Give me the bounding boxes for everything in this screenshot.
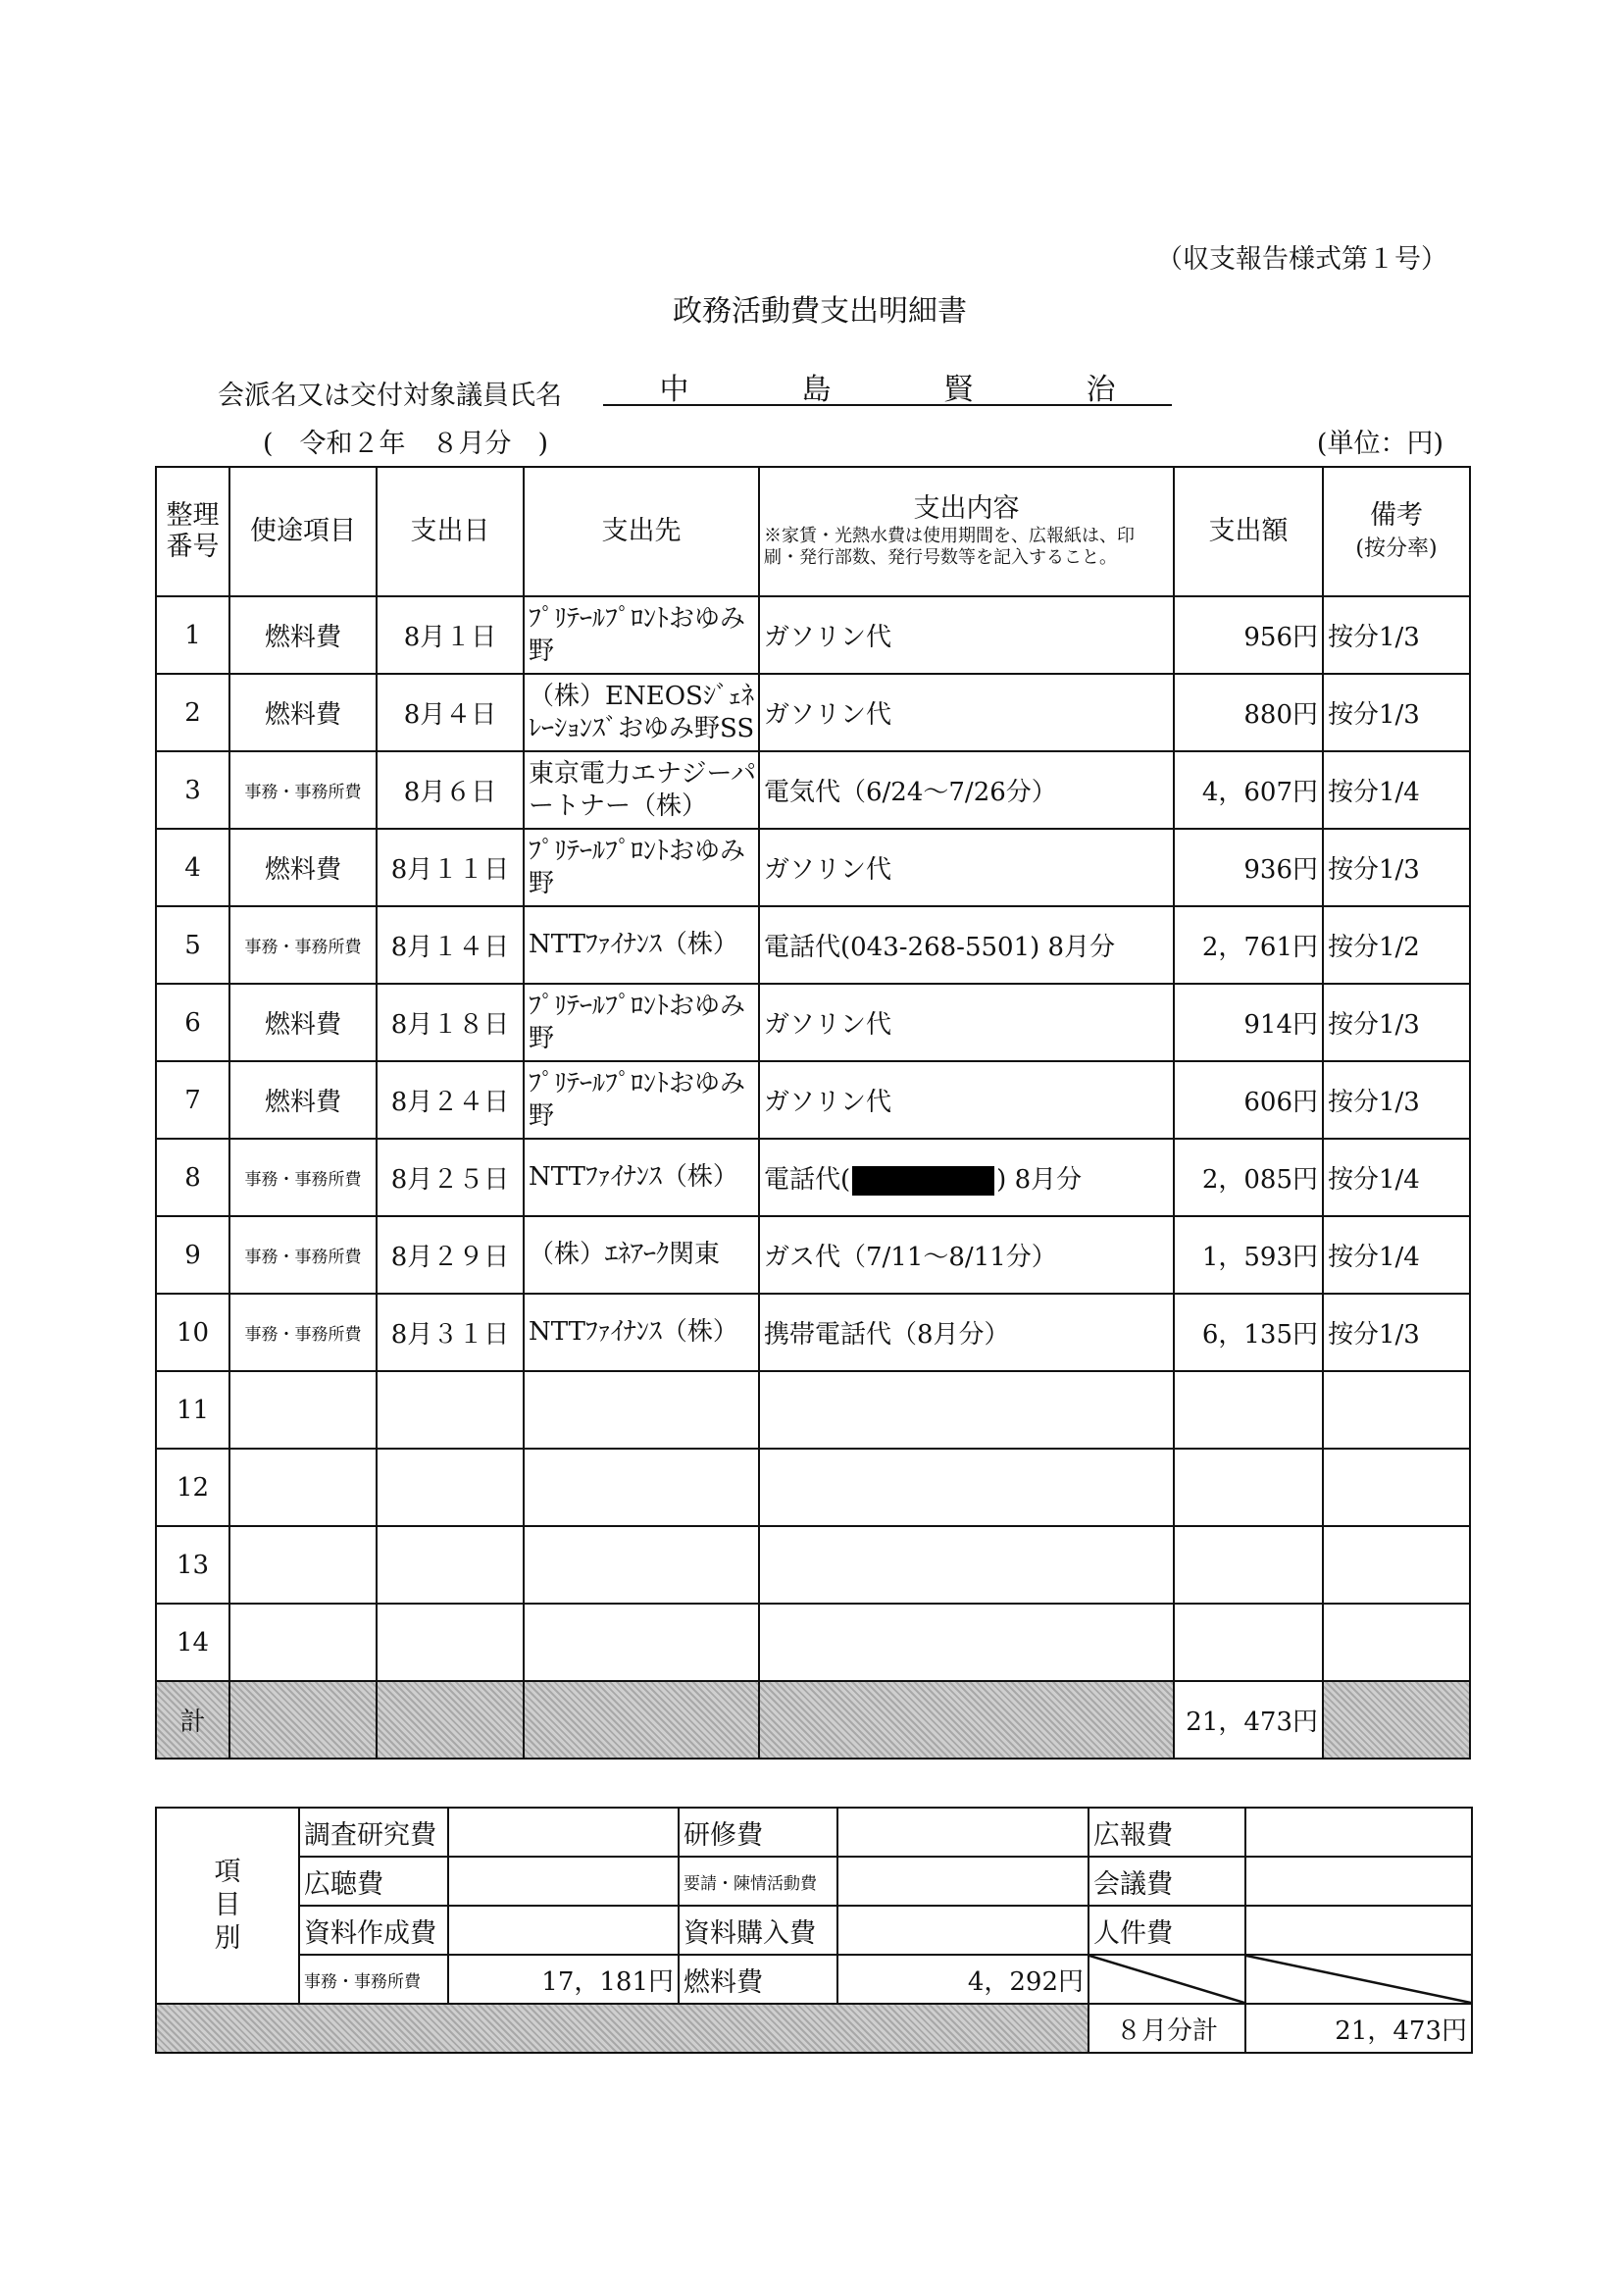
expense-table (155, 466, 1471, 1760)
shaded-area (156, 2004, 1088, 2053)
row-number: 11 (156, 1371, 229, 1449)
table-row (156, 751, 1470, 829)
row-date: 8月２９日 (377, 1216, 524, 1294)
period: ( 令和２年 ８月分 ) (263, 429, 549, 459)
row-content: ガソリン代 (759, 1061, 1174, 1139)
cat-koho: 広報費 (1088, 1808, 1245, 1857)
row-payee: 東京電力エナジーパートナー（株） (524, 751, 759, 829)
row-date (377, 1604, 524, 1681)
row-purpose (229, 1526, 377, 1604)
category-side-label: 項 目 別 (156, 1808, 299, 2004)
row-content: ガソリン代 (759, 674, 1174, 751)
row-remarks (1323, 1604, 1470, 1681)
row-payee: （株）ENEOSｼﾞｪﾈﾚｰｼｮﾝｽﾞおゆみ野SS (524, 674, 759, 751)
row-content (759, 1604, 1174, 1681)
row-content (759, 1371, 1174, 1449)
row-remarks: 按分1/4 (1323, 751, 1470, 829)
cat-chosa-amount (448, 1808, 679, 1857)
form-number: （収支報告様式第１号） (1156, 244, 1447, 275)
row-date: 8月１日 (377, 596, 524, 674)
row-number: 10 (156, 1294, 229, 1371)
cat-shiryo-konyu-amount (837, 1906, 1088, 1955)
row-remarks: 按分1/3 (1323, 829, 1470, 906)
row-purpose: 燃料費 (229, 674, 377, 751)
header-payee: 支出先 (524, 467, 759, 596)
cat-kenshu: 研修費 (679, 1808, 837, 1857)
row-date: 8月２５日 (377, 1139, 524, 1216)
row-amount (1174, 1604, 1323, 1681)
table-row (156, 1061, 1470, 1139)
member-label: 会派名又は交付対象議員氏名 (218, 381, 562, 411)
row-content (759, 1449, 1174, 1526)
cat-jinken: 人件費 (1088, 1906, 1245, 1955)
row-remarks (1323, 1449, 1470, 1526)
row-payee: NTTﾌｧｲﾅﾝｽ（株） (524, 1139, 759, 1216)
row-number: 3 (156, 751, 229, 829)
header-purpose: 使途項目 (229, 467, 377, 596)
row-purpose (229, 1604, 377, 1681)
row-number: 13 (156, 1526, 229, 1604)
row-remarks: 按分1/4 (1323, 1216, 1470, 1294)
member-name-char: 治 (1086, 373, 1116, 407)
member-name (603, 365, 1172, 406)
table-row (156, 1604, 1470, 1681)
row-number: 12 (156, 1449, 229, 1526)
table-row (156, 906, 1470, 984)
row-date: 8月３１日 (377, 1294, 524, 1371)
cat-nenryo-amount: 4，292円 (837, 1955, 1088, 2004)
row-purpose: 事務・事務所費 (229, 751, 377, 829)
total-amount: 21，473円 (1174, 1681, 1323, 1759)
row-amount: 914円 (1174, 984, 1323, 1061)
cat-shiryo-sakusei-amount (448, 1906, 679, 1955)
row-content-suffix: ) 8月分 (996, 1165, 1083, 1195)
row-amount (1174, 1449, 1323, 1526)
header-date: 支出日 (377, 467, 524, 596)
row-amount: 2，085円 (1174, 1139, 1323, 1216)
row-content: ガソリン代 (759, 984, 1174, 1061)
row-content: ガソリン代 (759, 829, 1174, 906)
row-date (377, 1526, 524, 1604)
row-payee: ﾌﾟﾘﾃｰﾙﾌﾟﾛﾝﾄおゆみ野 (524, 829, 759, 906)
header-remarks: 備考 (按分率) (1323, 467, 1470, 596)
table-row (156, 1139, 1470, 1216)
row-number: 7 (156, 1061, 229, 1139)
row-purpose: 事務・事務所費 (229, 1294, 377, 1371)
diagonal-cell (1245, 1955, 1472, 2004)
row-purpose: 事務・事務所費 (229, 1216, 377, 1294)
table-row (156, 1449, 1470, 1526)
member-name-char: 島 (801, 373, 832, 407)
row-payee (524, 1371, 759, 1449)
row-date (377, 1371, 524, 1449)
row-date: 8月６日 (377, 751, 524, 829)
row-amount: 880円 (1174, 674, 1323, 751)
row-amount: 4，607円 (1174, 751, 1323, 829)
row-date: 8月２４日 (377, 1061, 524, 1139)
row-amount: 2，761円 (1174, 906, 1323, 984)
row-payee (524, 1449, 759, 1526)
cat-kenshu-amount (837, 1808, 1088, 1857)
table-row (156, 1526, 1470, 1604)
row-content-text: 電話代( (764, 1165, 851, 1195)
row-remarks: 按分1/3 (1323, 674, 1470, 751)
row-remarks: 按分1/3 (1323, 1294, 1470, 1371)
row-content: 電話代(043-268-5501) 8月分 (759, 906, 1174, 984)
row-date: 8月４日 (377, 674, 524, 751)
month-total-amount: 21，473円 (1245, 2004, 1472, 2053)
cat-kaigi-amount (1245, 1857, 1472, 1906)
table-row (156, 1216, 1470, 1294)
header-content: 支出内容 ※家賃・光熱水費は使用期間を、広報紙は、印刷・発行部数、発行号数等を記入すること。 (759, 467, 1174, 596)
member-name-char: 賢 (943, 373, 974, 407)
row-purpose: 事務・事務所費 (229, 906, 377, 984)
row-remarks: 按分1/4 (1323, 1139, 1470, 1216)
row-payee (524, 1526, 759, 1604)
row-number: 6 (156, 984, 229, 1061)
document-title: 政務活動費支出明細書 (673, 294, 967, 329)
cat-nenryo: 燃料費 (679, 1955, 837, 2004)
category-table (155, 1807, 1473, 2054)
row-payee: （株）ｴﾈｱｰｸ関東 (524, 1216, 759, 1294)
row-amount: 1，593円 (1174, 1216, 1323, 1294)
row-number: 5 (156, 906, 229, 984)
row-purpose: 燃料費 (229, 1061, 377, 1139)
table-row (156, 984, 1470, 1061)
row-number: 8 (156, 1139, 229, 1216)
row-purpose: 燃料費 (229, 829, 377, 906)
row-content: 携帯電話代（8月分） (759, 1294, 1174, 1371)
row-remarks: 按分1/3 (1323, 596, 1470, 674)
row-amount (1174, 1371, 1323, 1449)
row-content: ガソリン代 (759, 596, 1174, 674)
cat-kocho: 広聴費 (299, 1857, 448, 1906)
cat-shiryo-konyu: 資料購入費 (679, 1906, 837, 1955)
row-remarks (1323, 1371, 1470, 1449)
row-payee: ﾌﾟﾘﾃｰﾙﾌﾟﾛﾝﾄおゆみ野 (524, 596, 759, 674)
member-name-char: 中 (659, 373, 689, 407)
cat-kocho-amount (448, 1857, 679, 1906)
row-content: ガス代（7/11～8/11分） (759, 1216, 1174, 1294)
row-purpose: 事務・事務所費 (229, 1139, 377, 1216)
row-amount: 606円 (1174, 1061, 1323, 1139)
header-no: 整理番号 (156, 467, 229, 596)
row-amount (1174, 1526, 1323, 1604)
total-label: 計 (156, 1681, 229, 1759)
cat-yosei: 要請・陳情活動費 (679, 1857, 837, 1906)
row-number: 1 (156, 596, 229, 674)
cat-jimu: 事務・事務所費 (299, 1955, 448, 2004)
row-purpose: 燃料費 (229, 596, 377, 674)
row-date: 8月１１日 (377, 829, 524, 906)
row-payee: NTTﾌｧｲﾅﾝｽ（株） (524, 906, 759, 984)
row-purpose: 燃料費 (229, 984, 377, 1061)
cat-chosa: 調査研究費 (299, 1808, 448, 1857)
month-total-label: ８月分計 (1088, 2004, 1245, 2053)
cat-jimu-amount: 17，181円 (448, 1955, 679, 2004)
row-remarks: 按分1/3 (1323, 984, 1470, 1061)
row-content (759, 1526, 1174, 1604)
table-row (156, 596, 1470, 674)
total-row (156, 1681, 1470, 1759)
table-row (156, 1371, 1470, 1449)
header-amount: 支出額 (1174, 467, 1323, 596)
row-amount: 956円 (1174, 596, 1323, 674)
cat-jinken-amount (1245, 1906, 1472, 1955)
row-content: 電気代（6/24～7/26分） (759, 751, 1174, 829)
row-date: 8月１４日 (377, 906, 524, 984)
row-payee: NTTﾌｧｲﾅﾝｽ（株） (524, 1294, 759, 1371)
row-amount: 936円 (1174, 829, 1323, 906)
row-remarks (1323, 1526, 1470, 1604)
table-row (156, 829, 1470, 906)
row-payee: ﾌﾟﾘﾃｰﾙﾌﾟﾛﾝﾄおゆみ野 (524, 1061, 759, 1139)
unit-label: (単位：円) (1316, 429, 1443, 459)
row-remarks: 按分1/2 (1323, 906, 1470, 984)
content-note: ※家賃・光熱水費は使用期間を、広報紙は、印刷・発行部数、発行号数等を記入すること。 (764, 525, 1135, 569)
table-row (156, 1294, 1470, 1371)
row-number: 9 (156, 1216, 229, 1294)
row-date (377, 1449, 524, 1526)
row-number: 14 (156, 1604, 229, 1681)
row-number: 2 (156, 674, 229, 751)
row-amount: 6，135円 (1174, 1294, 1323, 1371)
row-content (759, 1139, 1174, 1216)
cat-koho-amount (1245, 1808, 1472, 1857)
redaction-box (852, 1166, 994, 1196)
row-purpose (229, 1371, 377, 1449)
row-payee: ﾌﾟﾘﾃｰﾙﾌﾟﾛﾝﾄおゆみ野 (524, 984, 759, 1061)
row-remarks: 按分1/3 (1323, 1061, 1470, 1139)
table-row (156, 674, 1470, 751)
row-number: 4 (156, 829, 229, 906)
cat-kaigi: 会議費 (1088, 1857, 1245, 1906)
cat-yosei-amount (837, 1857, 1088, 1906)
row-purpose (229, 1449, 377, 1526)
row-date: 8月１８日 (377, 984, 524, 1061)
diagonal-cell (1088, 1955, 1245, 2004)
cat-shiryo-sakusei: 資料作成費 (299, 1906, 448, 1955)
row-payee (524, 1604, 759, 1681)
